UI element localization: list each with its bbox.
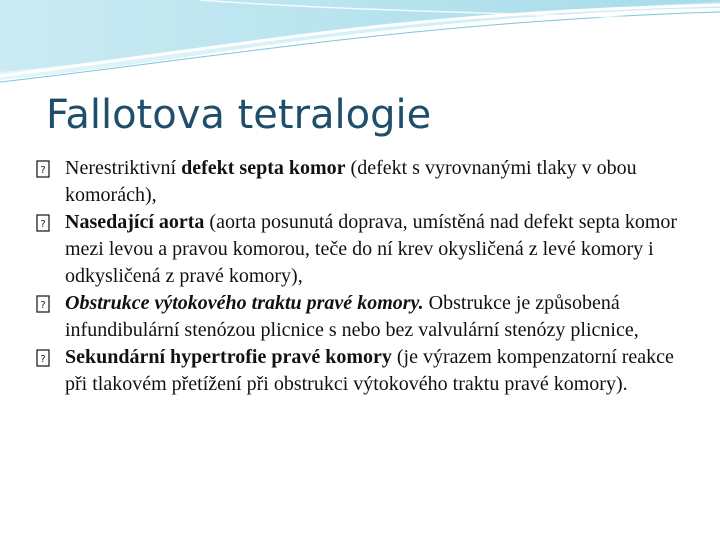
missing-glyph-box-icon xyxy=(33,294,53,314)
missing-glyph-box-icon xyxy=(33,159,53,179)
slide-title: Fallotova tetralogie xyxy=(46,92,432,138)
bullet-item xyxy=(33,344,698,398)
bullet-text-bold: Nasedající aorta xyxy=(65,211,205,233)
bullet-text-bold-italic: Obstrukce výtokového traktu pravé komory. xyxy=(65,292,424,314)
wave-decoration xyxy=(0,0,720,90)
svg-text:?: ? xyxy=(40,300,46,311)
missing-glyph-box-icon xyxy=(33,348,53,368)
missing-glyph-box-icon xyxy=(33,213,53,233)
bullet-text-bold: Sekundární hypertrofie pravé komory xyxy=(65,346,392,368)
bullet-text-bold: defekt septa komor xyxy=(181,157,346,179)
svg-text:?: ? xyxy=(40,165,46,176)
bullet-text-normal: (je výrazem kompenzatorní reakce při tlakovém přetížení při obstrukci výtokového traktu pravé komory). xyxy=(65,346,674,395)
bullet-text-normal: (aorta posunutá doprava, umístěná nad defekt septa komor mezi levou a pravou komorou, teče do ní krev okysličená z levé komory i odkysličená z pravé komory), xyxy=(65,211,678,287)
decorative-top-band xyxy=(0,0,720,90)
bullet-text-normal: Obstrukce je způsobená infundibulární stenózou plicnice s nebo bez valvulární stenózy plicnice, xyxy=(65,292,639,341)
bullet-item xyxy=(33,155,698,209)
bullet-text-normal: (defekt s vyrovnanými tlaky v obou komorách), xyxy=(65,157,637,206)
bullet-item xyxy=(33,290,698,344)
bullet-text-normal: Nerestriktivní xyxy=(65,157,182,179)
bullet-list xyxy=(33,155,698,398)
bullet-item xyxy=(33,209,698,290)
svg-text:?: ? xyxy=(40,354,46,365)
svg-text:?: ? xyxy=(40,219,46,230)
